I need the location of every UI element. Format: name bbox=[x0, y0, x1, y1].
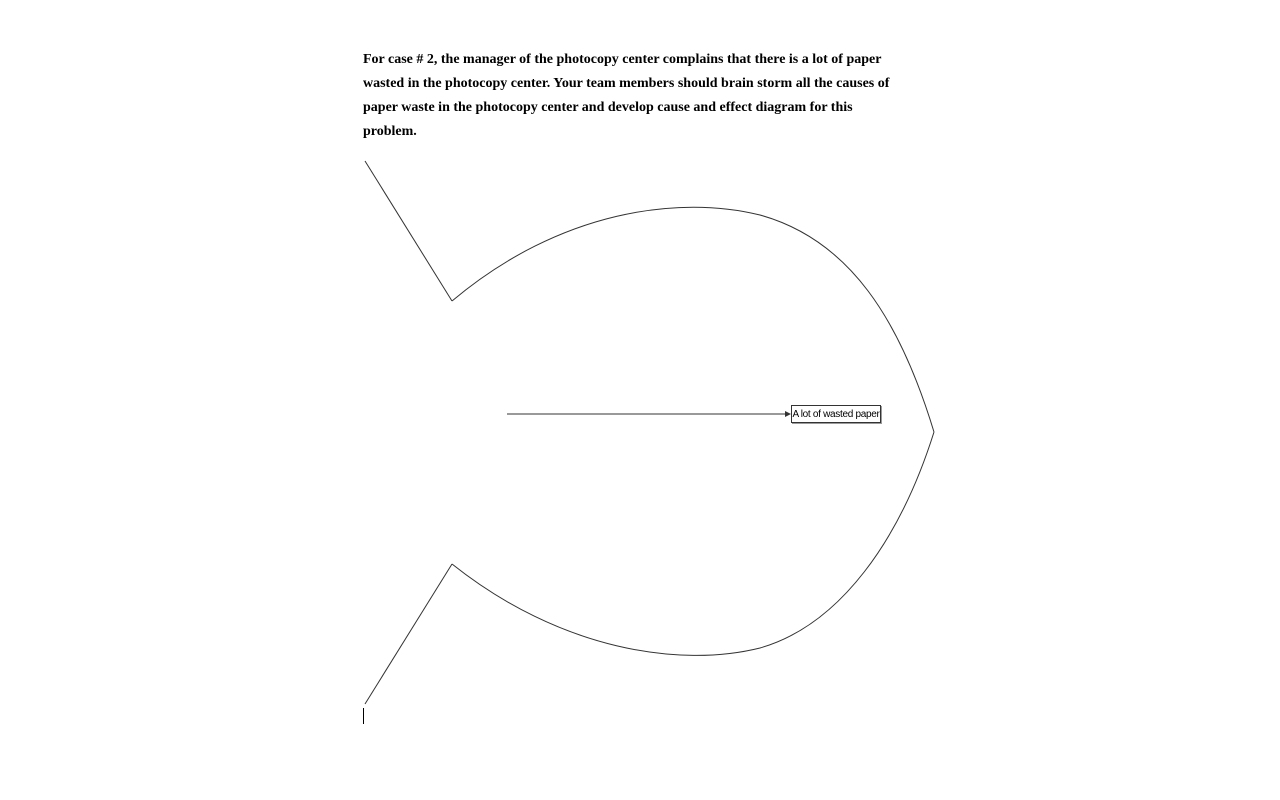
fish-tail-bottom bbox=[365, 564, 452, 704]
fish-body-top bbox=[452, 207, 934, 432]
text-cursor bbox=[363, 708, 364, 724]
fish-body-bottom bbox=[452, 432, 934, 655]
effect-label-box[interactable]: A lot of wasted paper bbox=[791, 405, 881, 423]
fish-tail-top bbox=[365, 161, 452, 301]
case-prompt-text: For case # 2, the manager of the photocopy center complains that there is a lot of paper wasted in the photocopy center. Your team members should brain storm all the causes of paper waste in the photocopy center and develop cause and effect diagram for this problem. bbox=[363, 52, 890, 139]
fish-outline bbox=[365, 161, 934, 704]
